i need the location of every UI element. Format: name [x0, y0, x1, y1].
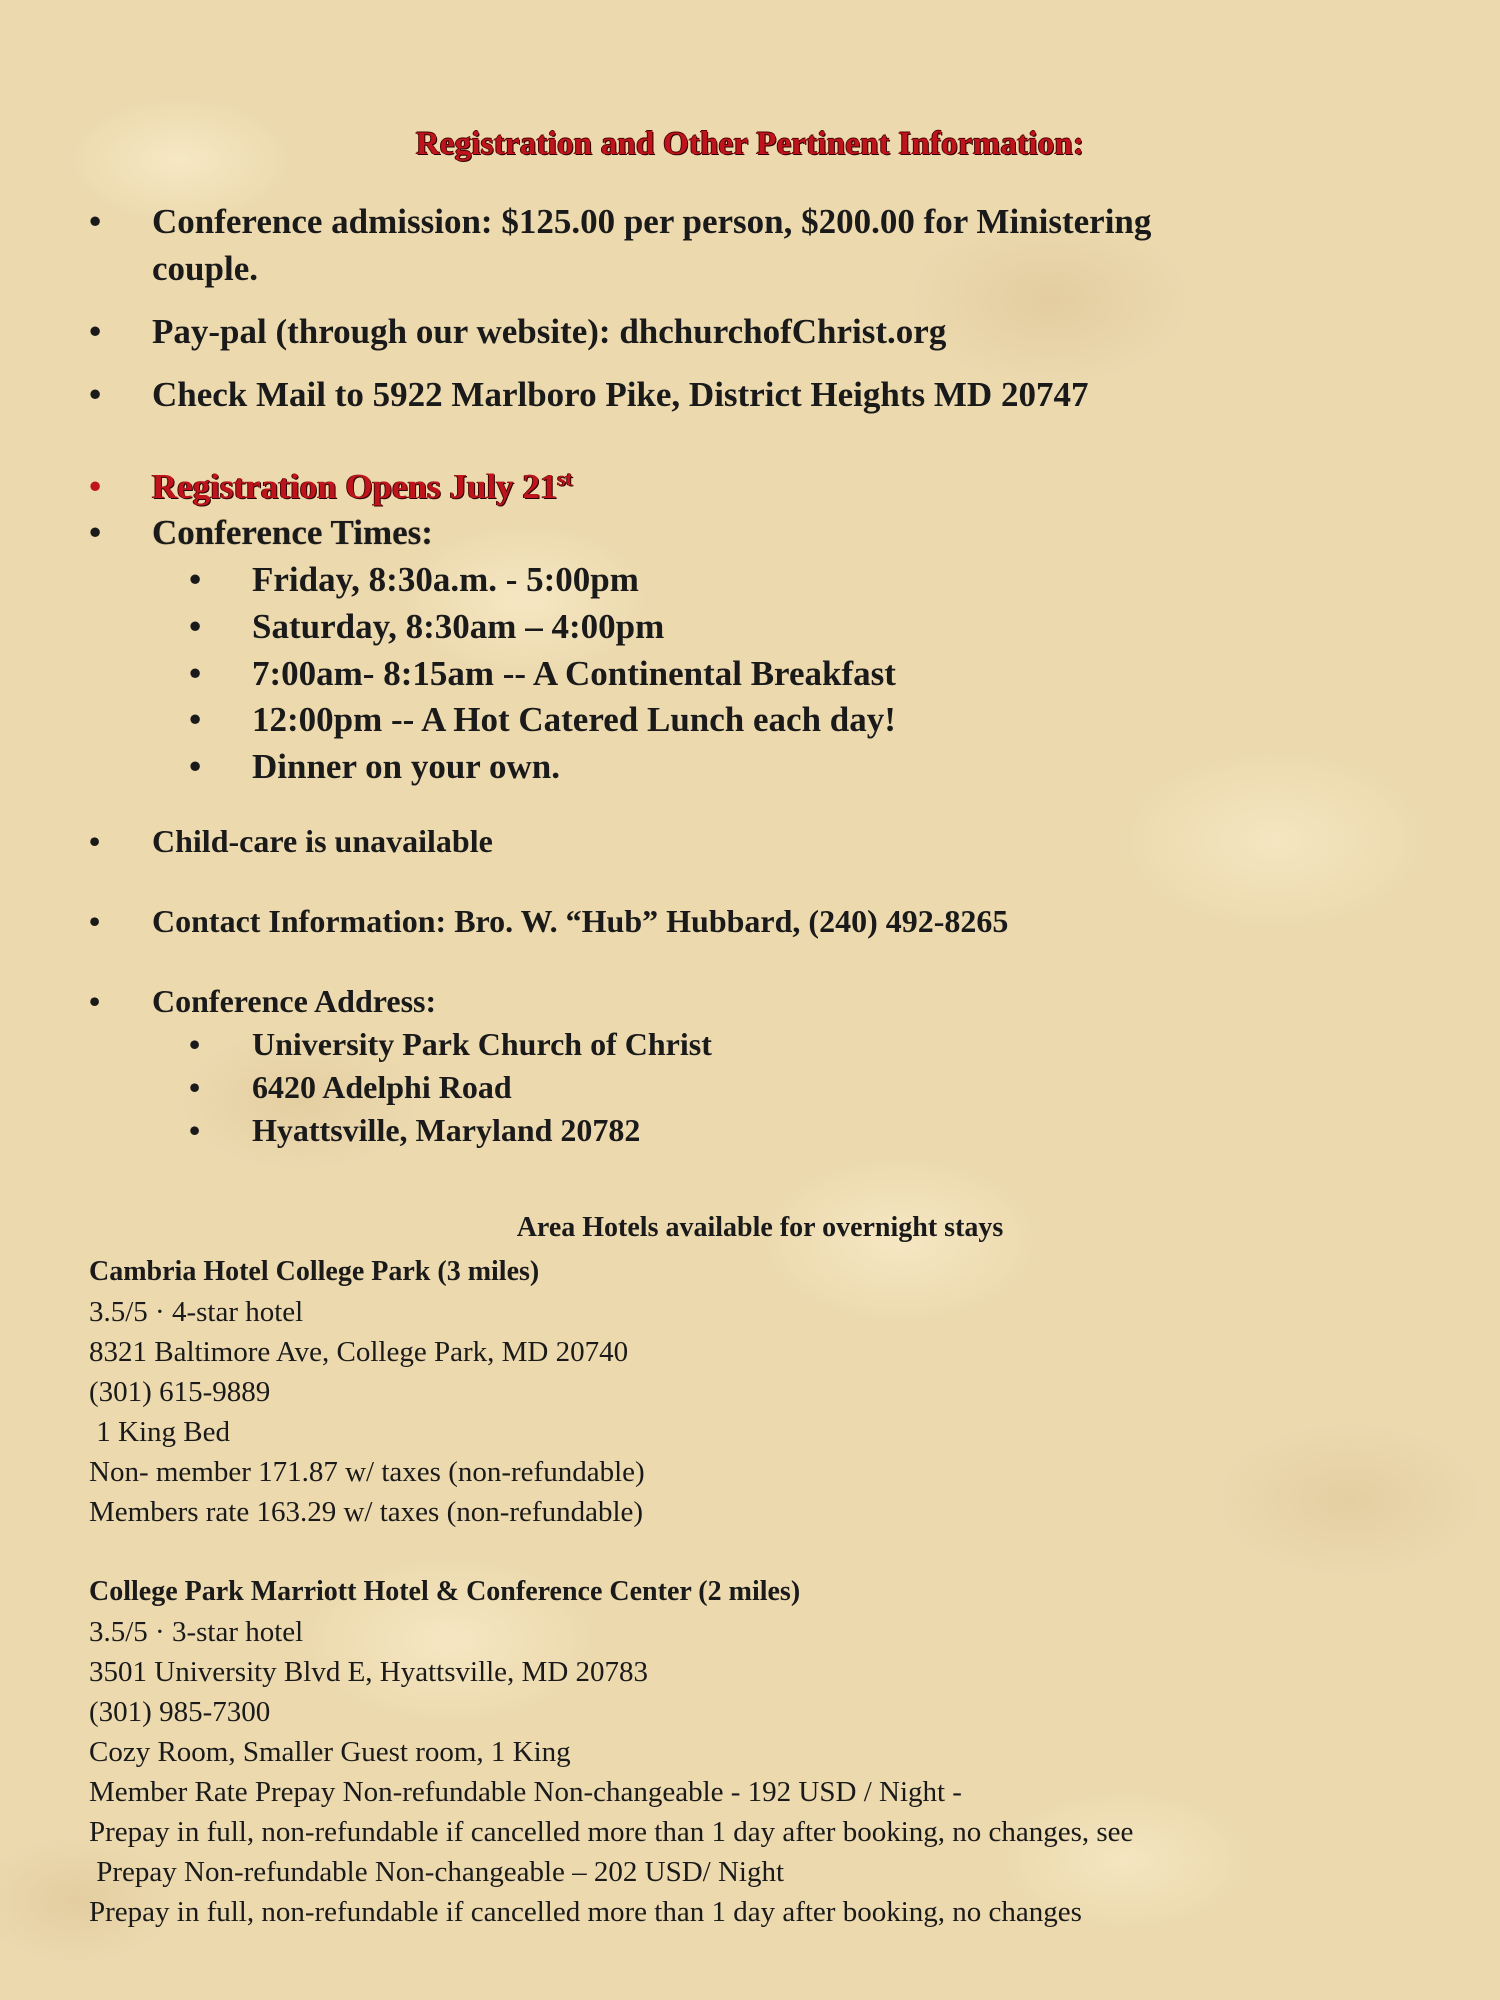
bullet-icon: • — [89, 312, 102, 351]
bullet-icon: • — [89, 983, 101, 1019]
bullet-icon: • — [189, 747, 202, 786]
bullet-icon: • — [189, 654, 202, 693]
hotel-2-line: Cozy Room, Smaller Guest room, 1 King — [89, 1736, 571, 1768]
registration-opens-text: Registration Opens July 21 — [152, 467, 558, 506]
section-heading: Registration and Other Pertinent Information: — [415, 126, 1085, 162]
hotel-2-line: 3501 University Blvd E, Hyattsville, MD 20783 — [89, 1656, 649, 1688]
time-item-text: Friday, 8:30a.m. - 5:00pm — [252, 560, 639, 599]
hotel-1-line: 8321 Baltimore Ave, College Park, MD 20740 — [89, 1336, 629, 1368]
registration-opens-suffix: st — [557, 466, 573, 491]
child-care-text: Child-care is unavailable — [152, 823, 493, 859]
address-item-text: University Park Church of Christ — [252, 1026, 712, 1062]
bullet-icon: • — [189, 1112, 201, 1148]
bullet-icon: • — [189, 700, 202, 739]
bullet-icon: • — [89, 375, 102, 414]
bullet-icon: • — [89, 467, 102, 506]
time-item-text: 7:00am- 8:15am -- A Continental Breakfast — [252, 654, 896, 693]
hotel-2-line: (301) 985-7300 — [89, 1696, 271, 1728]
hotel-2-line: 3.5/5 · 3-star hotel — [89, 1616, 304, 1648]
hotel-2-line: Prepay Non-refundable Non-changeable – 202 USD/ Night — [89, 1856, 785, 1888]
hotel-2-line: Prepay in full, non-refundable if cancelled more than 1 day after booking, no changes, see — [89, 1816, 1134, 1848]
hotel-1-line: 1 King Bed — [89, 1416, 230, 1448]
hotel-1-line: 3.5/5 · 4-star hotel — [89, 1296, 304, 1328]
hotel-1-name: Cambria Hotel College Park (3 miles) — [89, 1256, 540, 1287]
admission-line-2: couple. — [152, 249, 258, 288]
address-item-text: Hyattsville, Maryland 20782 — [252, 1112, 641, 1148]
conference-times-label: Conference Times: — [152, 513, 433, 552]
hotel-2-name: College Park Marriott Hotel & Conference Center (2 miles) — [89, 1576, 801, 1607]
time-item-text: Dinner on your own. — [252, 747, 560, 786]
contact-text: Contact Information: Bro. W. “Hub” Hubbard, (240) 492-8265 — [152, 903, 1009, 939]
address-item-text: 6420 Adelphi Road — [252, 1069, 512, 1105]
hotel-1-line: Members rate 163.29 w/ taxes (non-refundable) — [89, 1496, 644, 1528]
hotel-2-line: Prepay in full, non-refundable if cancelled more than 1 day after booking, no changes — [89, 1896, 1082, 1928]
bullet-icon: • — [89, 202, 102, 241]
bullet-icon: • — [189, 1069, 201, 1105]
bullet-icon: • — [189, 1026, 201, 1062]
bullet-icon: • — [89, 903, 101, 939]
bullet-icon: • — [89, 513, 102, 552]
time-item-text: Saturday, 8:30am – 4:00pm — [252, 607, 665, 646]
hotels-title: Area Hotels available for overnight stays — [516, 1212, 1004, 1243]
bullet-icon: • — [89, 823, 101, 859]
admission-line-1: Conference admission: $125.00 per person, $200.00 for Ministering — [152, 202, 1152, 241]
check-mail-text: Check Mail to 5922 Marlboro Pike, District Heights MD 20747 — [152, 375, 1089, 414]
bullet-icon: • — [189, 560, 202, 599]
bullet-icon: • — [189, 607, 202, 646]
paypal-text: Pay-pal (through our website): dhchurchofChrist.org — [152, 312, 947, 351]
hotel-1-line: Non- member 171.87 w/ taxes (non-refundable) — [89, 1456, 645, 1488]
time-item-text: 12:00pm -- A Hot Catered Lunch each day! — [252, 700, 896, 739]
conference-address-label: Conference Address: — [152, 983, 437, 1019]
hotel-2-line: Member Rate Prepay Non-refundable Non-changeable - 192 USD / Night - — [89, 1776, 962, 1808]
hotel-1-line: (301) 615-9889 — [89, 1376, 271, 1408]
